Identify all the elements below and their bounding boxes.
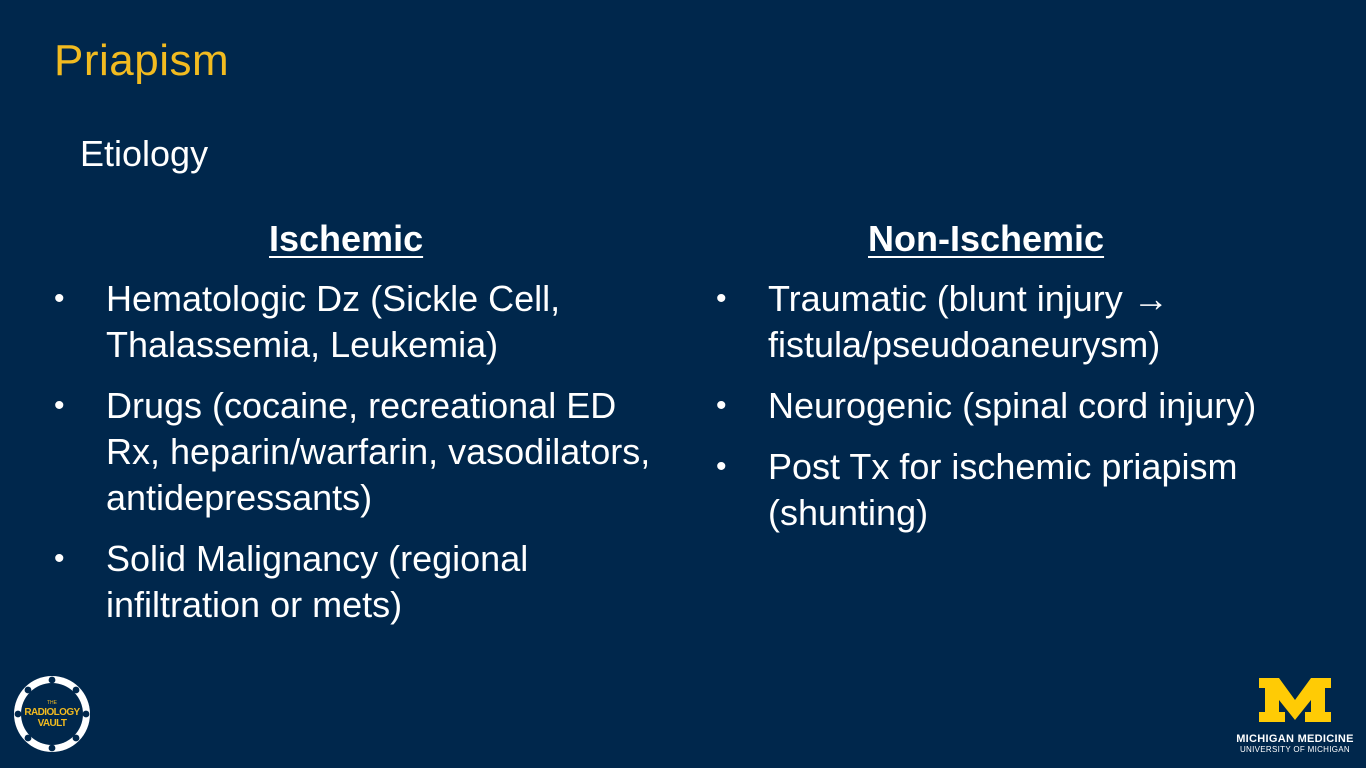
- logo-the-text: THE: [47, 700, 57, 706]
- logo-radiology-text: RADIOLOGY: [24, 707, 80, 718]
- logo-vault-text: VAULT: [37, 718, 67, 729]
- university-of-michigan-text: UNIVERSITY OF MICHIGAN: [1239, 745, 1351, 754]
- non-ischemic-list: [716, 276, 1276, 536]
- list-item-text: Traumatic (blunt injury → fistula/pseudoaneurysm): [768, 278, 1169, 365]
- block-m-icon: [1257, 676, 1333, 724]
- ischemic-heading: Ischemic: [269, 218, 424, 259]
- list-item-text: Hematologic Dz (Sickle Cell, Thalassemia, Leukemia): [106, 278, 561, 365]
- slide-subtitle: Etiology: [80, 133, 209, 174]
- michigan-medicine-logo: [1232, 676, 1358, 754]
- list-item: [54, 276, 654, 368]
- non-ischemic-heading: Non-Ischemic: [868, 218, 1105, 259]
- bullet-icon: •: [716, 282, 727, 315]
- list-item: [54, 536, 654, 628]
- list-item: [716, 444, 1276, 536]
- ischemic-column: [54, 218, 654, 643]
- bullet-icon: •: [716, 450, 727, 483]
- list-item-text: Post Tx for ischemic priapism (shunting): [768, 446, 1238, 533]
- michigan-medicine-text: MICHIGAN MEDICINE: [1236, 733, 1354, 745]
- list-item: [54, 383, 654, 521]
- list-item: [716, 276, 1276, 368]
- list-item-text: Solid Malignancy (regional infiltration or mets): [106, 538, 529, 625]
- list-item-text: Drugs (cocaine, recreational ED Rx, heparin/warfarin, vasodilators, antidepressants): [106, 385, 651, 518]
- slide-title: Priapism: [54, 36, 230, 85]
- non-ischemic-column: [716, 218, 1276, 551]
- bullet-icon: •: [716, 389, 727, 422]
- bullet-icon: •: [54, 282, 65, 315]
- list-item-text: Neurogenic (spinal cord injury): [768, 385, 1257, 426]
- ischemic-list: [54, 276, 654, 628]
- bullet-icon: •: [54, 542, 65, 575]
- list-item: [716, 383, 1276, 429]
- radiology-vault-logo: [12, 674, 92, 754]
- bullet-icon: •: [54, 389, 65, 422]
